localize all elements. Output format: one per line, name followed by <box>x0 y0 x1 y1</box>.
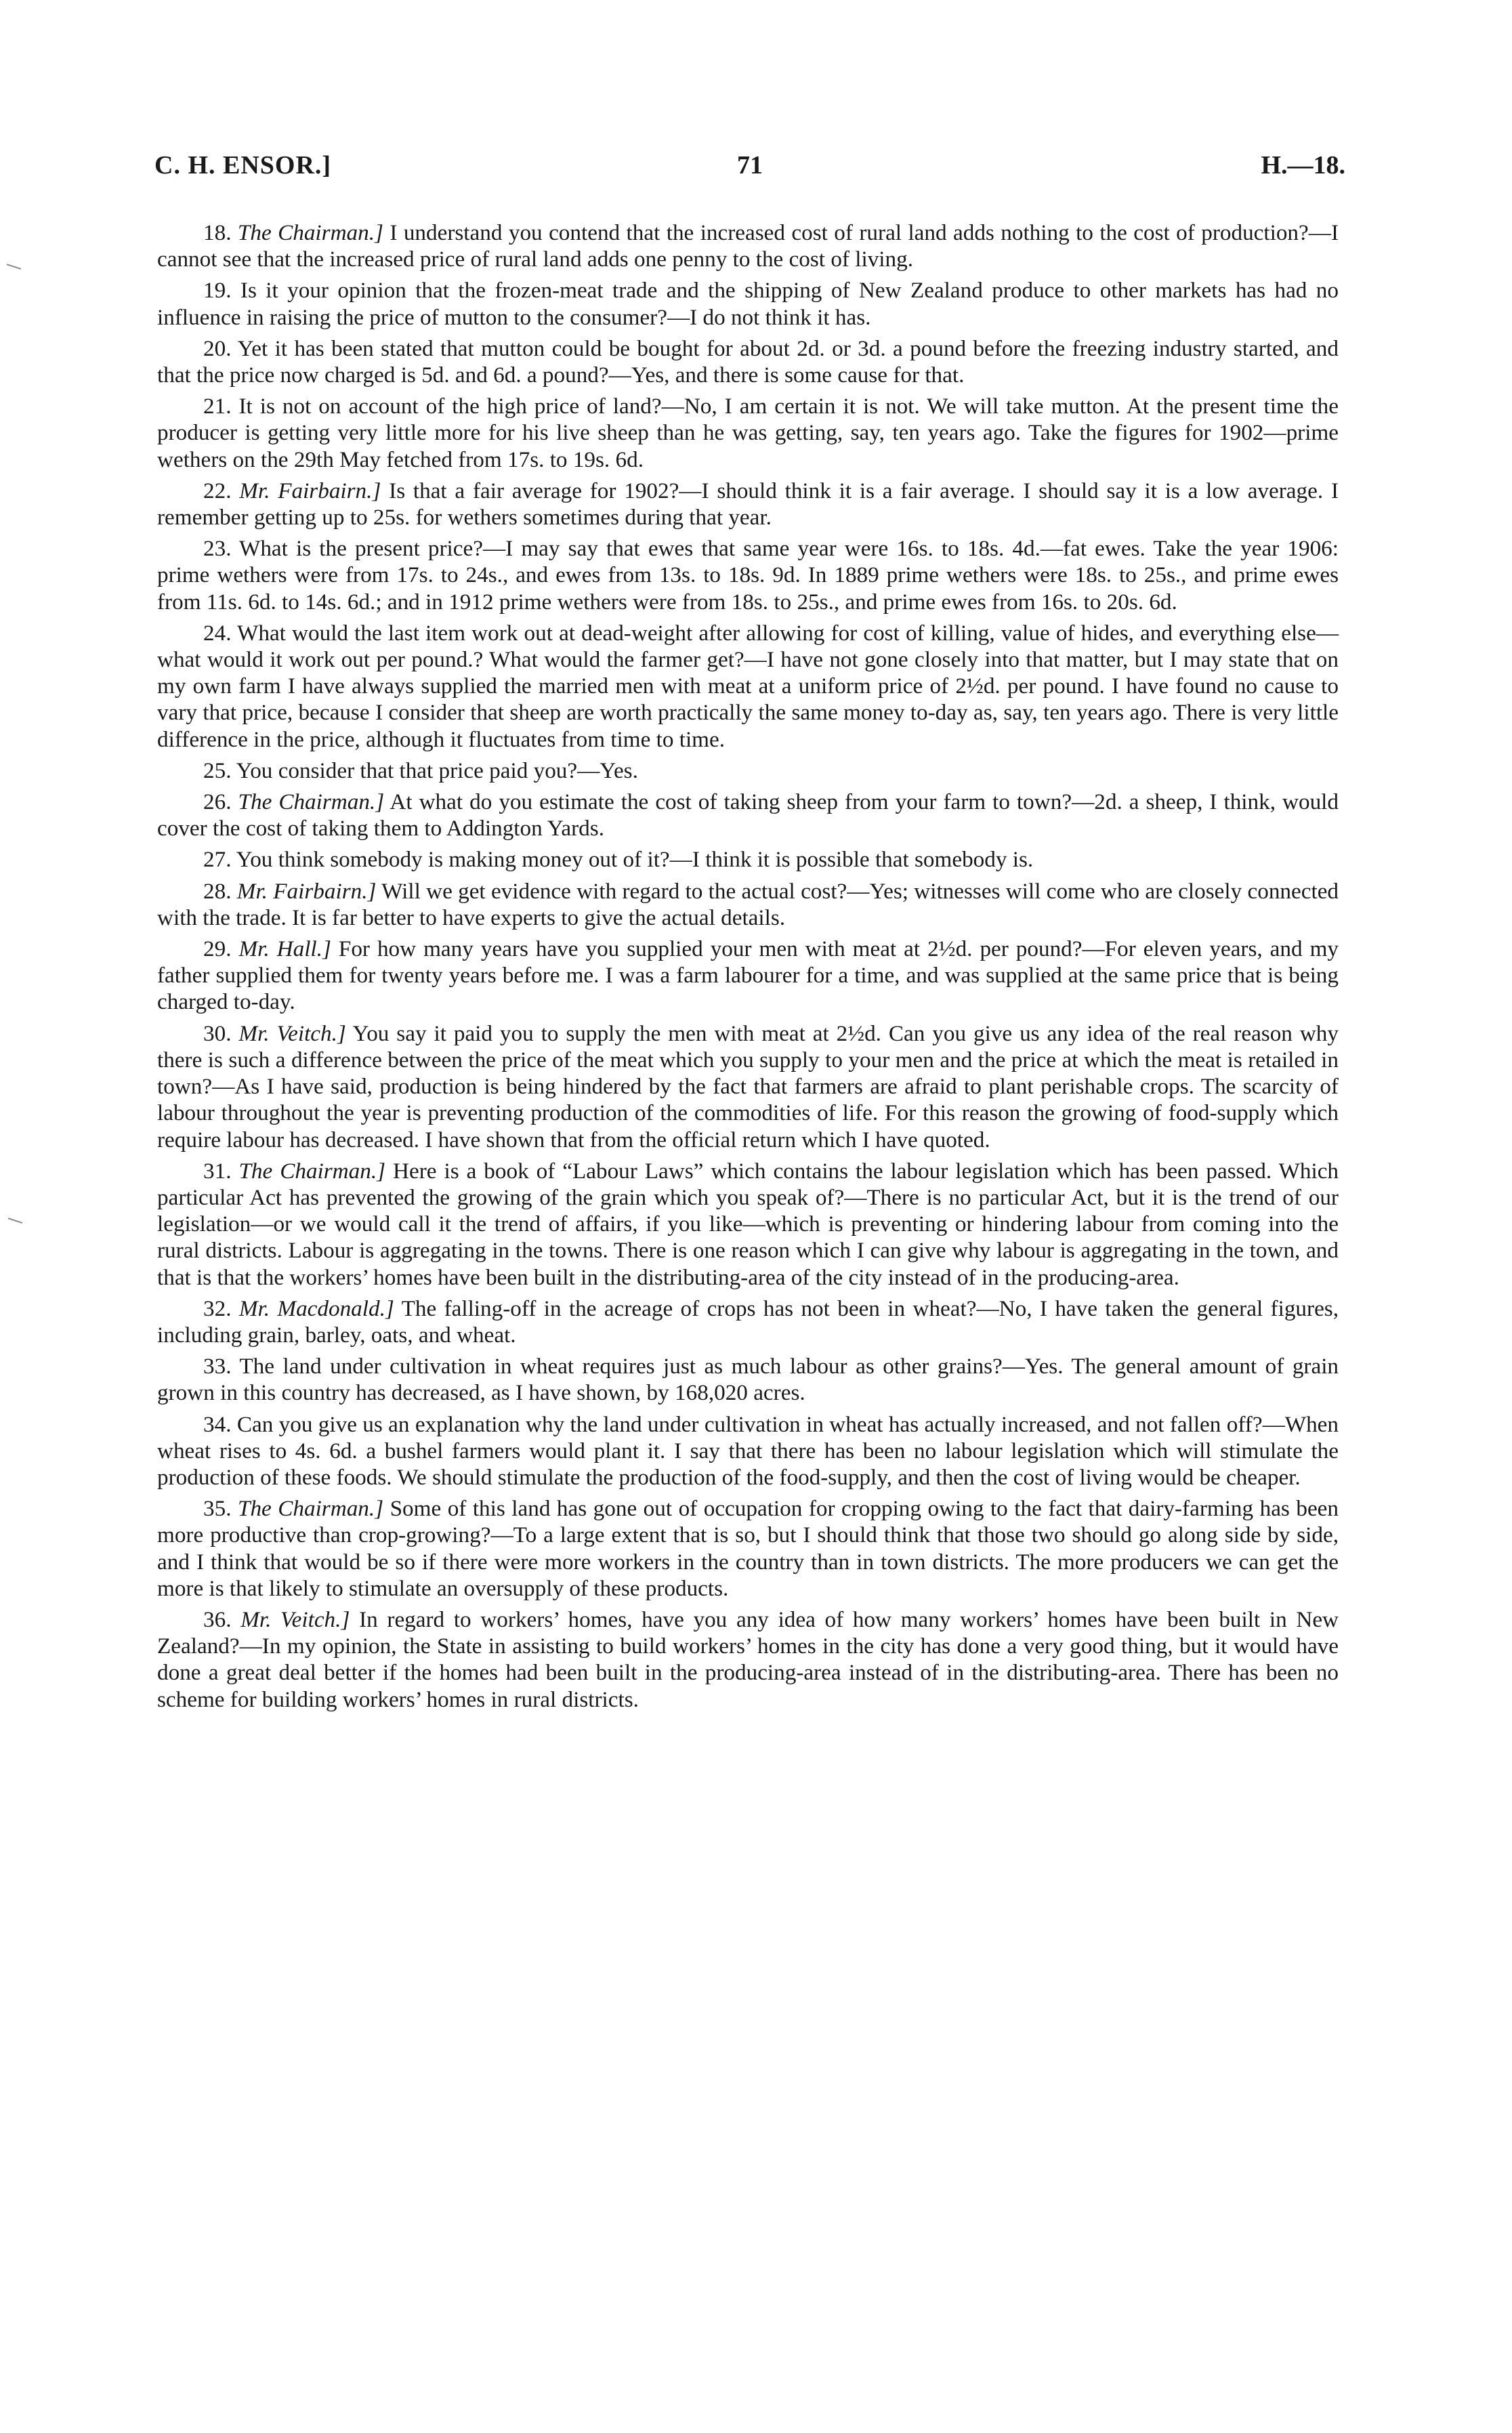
paragraph-text: What would the last item work out at dead-weight after allowing for cost of killing, value of hides, and everything else—what would it work out per pound.? What would the farmer get?—I have not gone closely into that matter, but I may state that on my own farm I have always supplied the married men with meat at a uniform price of 2½d. per pound. I have found no cause to vary that price, because I consider that sheep are worth practically the same money to-day as, say, ten years ago. There is very little difference in the price, although it fluctuates from time to time. <box>157 620 1339 752</box>
paragraph-number: 32. <box>203 1295 232 1321</box>
paragraph-29 <box>157 936 1339 1016</box>
paragraph-text: Is it your opinion that the frozen-meat trade and the shipping of New Zealand produce to other markets has had no influence in raising the price of mutton to the consumer?—I do not think it has. <box>157 278 1339 330</box>
margin-mark <box>2 264 21 284</box>
speaker-name: The Chairman.] <box>238 1158 386 1184</box>
paragraph-27 <box>157 846 1339 873</box>
paragraph-number: 36. <box>203 1606 232 1632</box>
paragraph-18 <box>157 220 1339 272</box>
speaker-name: Mr. Veitch.] <box>240 1606 350 1632</box>
paragraph-text: You consider that that price paid you?—Yes. <box>236 757 638 783</box>
page-header <box>154 150 1345 191</box>
speaker-name: The Chairman.] <box>237 1496 384 1522</box>
paragraph-text: Is that a fair average for 1902?—I should think it is a fair average. I should say it is a low average. I remember getting up to 25s. for wethers sometimes during that year. <box>157 478 1339 531</box>
paragraph-text: Some of this land has gone out of occupation for cropping owing to the fact that dairy-farming has been more productive than crop-growing?—To a large extent that is so, but I should think that those two should go along side by side, and I think that would be so if there were more workers in the country than in town districts. The more producers we can get the more is that likely to stimulate an oversupply of these products. <box>157 1496 1339 1601</box>
paragraph-19 <box>157 277 1339 330</box>
paragraph-text: You think somebody is making money out of it?—I think it is possible that somebody is. <box>236 847 1034 873</box>
paragraph-20 <box>157 335 1339 388</box>
paragraph-text: I understand you contend that the increased cost of rural land adds nothing to the cost of production?—I cannot see that the increased price of rural land adds one penny to the cost of living. <box>157 220 1339 272</box>
header-witness-name: C. H. ENSOR.] <box>154 151 332 180</box>
speaker-name: Mr. Macdonald.] <box>238 1295 394 1321</box>
paragraph-text: Here is a book of “Labour Laws” which contains the labour legislation which has been passed. Which particular Act has prevented the growing of the grain which you speak of?—There is no particular Act, but it is the trend of our legislation—or we would call it the trend of affairs, if you like—which is preventing or hindering labour from coming into the rural districts. Labour is aggregating in the towns. There is one reason which I can give why labour is aggregating in the town, and that is that the workers’ homes have been built in the distributing-area of the city instead of in the producing-area. <box>157 1158 1339 1290</box>
paragraph-number: 19. <box>203 278 232 304</box>
paragraph-34 <box>157 1411 1339 1491</box>
paragraph-24 <box>157 620 1339 753</box>
paragraph-36 <box>157 1606 1339 1713</box>
paragraph-number: 33. <box>203 1354 232 1379</box>
paragraph-number: 27. <box>203 847 232 873</box>
paragraph-number: 20. <box>203 335 232 361</box>
paragraph-text: Will we get evidence with regard to the actual cost?—Yes; witnesses will come who are closely connected with the trade. It is far better to have experts to give the actual details. <box>157 878 1339 930</box>
paragraph-35 <box>157 1495 1339 1602</box>
paragraph-text: It is not on account of the high price of land?—No, I am certain it is not. We will take mutton. At the present time the producer is getting very little more for his live sheep than he was getting, say, ten years ago. Take the figures for 1902—prime wethers on the 29th May fetched from 17s. to 19s. 6d. <box>157 394 1339 472</box>
paragraph-number: 31. <box>203 1158 232 1184</box>
paragraph-28 <box>157 878 1339 931</box>
speaker-name: Mr. Veitch.] <box>238 1020 346 1046</box>
paragraph-number: 22. <box>203 478 232 503</box>
paragraph-23 <box>157 535 1339 615</box>
header-paper-reference: H.—18. <box>1261 151 1345 180</box>
paragraph-31 <box>157 1158 1339 1291</box>
speaker-name: Mr. Hall.] <box>238 936 331 962</box>
paragraph-number: 24. <box>203 620 232 646</box>
speaker-name: The Chairman.] <box>237 220 383 245</box>
paragraph-32 <box>157 1295 1339 1348</box>
speaker-name: Mr. Fairbairn.] <box>239 478 381 503</box>
paragraph-text: For how many years have you supplied your men with meat at 2½d. per pound?—For eleven years, and my father supplied them for twenty years before me. I was a farm labourer for a time, and was supplied at the same price that is being charged to-day. <box>157 936 1339 1015</box>
paragraph-text: Can you give us an explanation why the land under cultivation in wheat has actually increased, and not fallen off?—When wheat rises to 4s. 6d. a bushel farmers would plant it. I say that there has been no labour legislation which will stimulate the production of these foods. We should stimulate the production of the food-supply, and then the cost of living would be cheaper. <box>157 1411 1339 1490</box>
paragraph-number: 34. <box>203 1411 232 1437</box>
paragraph-25 <box>157 757 1339 784</box>
paragraph-22 <box>157 478 1339 531</box>
paragraph-number: 21. <box>203 394 232 419</box>
document-body <box>157 220 1339 1718</box>
page-number: 71 <box>737 151 763 180</box>
paragraph-number: 35. <box>203 1496 232 1522</box>
speaker-name: The Chairman.] <box>238 789 385 815</box>
paragraph-text: At what do you estimate the cost of taking sheep from your farm to town?—2d. a sheep, I think, would cover the cost of taking them to Addington Yards. <box>157 789 1339 841</box>
speaker-name: Mr. Fairbairn.] <box>236 878 377 904</box>
paragraph-text: Yet it has been stated that mutton could be bought for about 2d. or 3d. a pound before the freezing industry started, and that the price now charged is 5d. and 6d. a pound?—Yes, and there is some cause for that. <box>157 335 1339 388</box>
paragraph-21 <box>157 393 1339 473</box>
paragraph-number: 26. <box>203 789 232 815</box>
paragraph-number: 28. <box>203 878 232 904</box>
paragraph-text: What is the present price?—I may say that ewes that same year were 16s. to 18s. 4d.—fat ewes. Take the year 1906: prime wethers were from 17s. to 24s., and ewes from 13s. to 18s. 9d. In 1889 prime wethers were 18s. to 25s., and prime ewes from 11s. 6d. to 14s. 6d.; and in 1912 prime wethers were from 18s. to 25s., and prime ewes from 16s. to 20s. 6d. <box>157 536 1339 615</box>
paragraph-26 <box>157 789 1339 841</box>
paragraph-number: 23. <box>203 536 232 562</box>
paragraph-number: 29. <box>203 936 232 962</box>
paragraph-number: 25. <box>203 757 232 783</box>
margin-mark <box>3 1218 22 1238</box>
paragraph-number: 30. <box>203 1020 232 1046</box>
paragraph-number: 18. <box>203 220 232 245</box>
paragraph-33 <box>157 1353 1339 1406</box>
paragraph-30 <box>157 1020 1339 1153</box>
paragraph-text: The falling-off in the acreage of crops has not been in wheat?—No, I have taken the general figures, including grain, barley, oats, and wheat. <box>157 1295 1339 1348</box>
paragraph-text: The land under cultivation in wheat requires just as much labour as other grains?—Yes. The general amount of grain grown in this country has decreased, as I have shown, by 168,020 acres. <box>157 1354 1339 1406</box>
paragraph-text: In regard to workers’ homes, have you any idea of how many workers’ homes have been built in New Zealand?—In my opinion, the State in assisting to build workers’ homes in the city has done a very good thing, but it would have done a great deal better if the homes had been built in the producing-area instead of in the distributing-area. There has been no scheme for building workers’ homes in rural districts. <box>157 1606 1339 1712</box>
paragraph-text: You say it paid you to supply the men with meat at 2½d. Can you give us any idea of the real reason why there is such a difference between the price of the meat which you supply to your men and the price at which the meat is retailed in town?—As I have said, production is being hindered by the fact that farmers are afraid to plant perishable crops. The scarcity of labour throughout the year is preventing production of the commodities of life. For this reason the growing of food-supply which require labour has decreased. I have shown that from the official return which I have quoted. <box>157 1020 1339 1152</box>
